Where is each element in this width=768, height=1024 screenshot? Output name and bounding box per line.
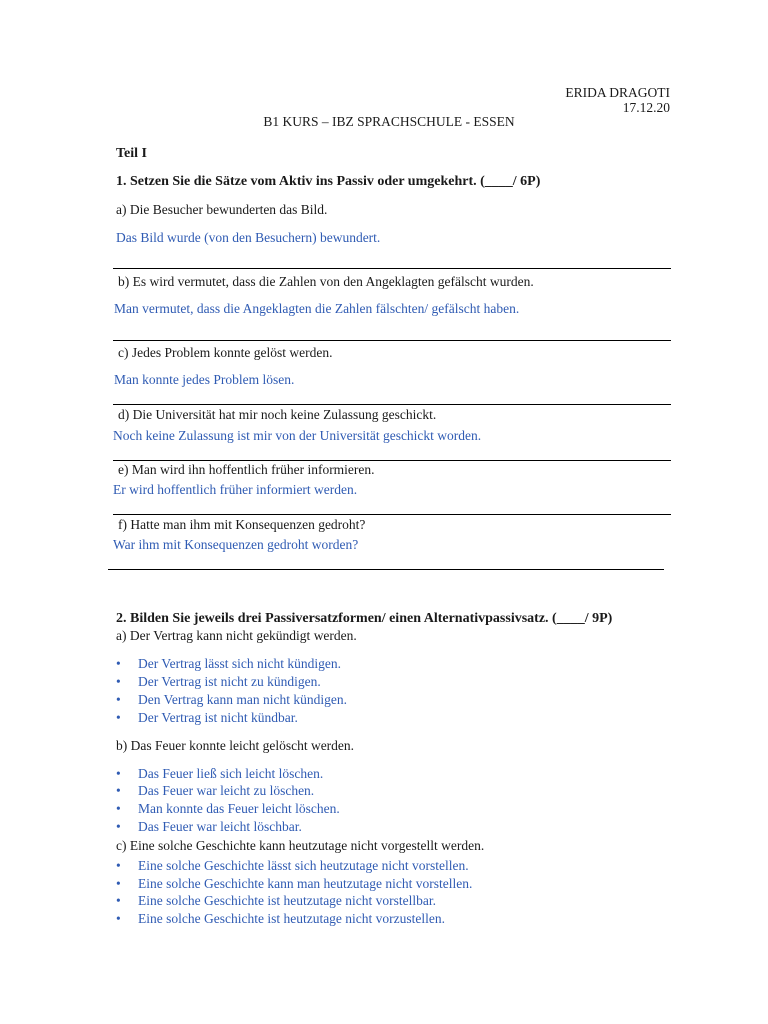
answer-2a-3: Den Vertrag kann man nicht kündigen. <box>138 692 347 707</box>
answer-2c-1: Eine solche Geschichte lässt sich heutzutage nicht vorstellen. <box>138 858 469 873</box>
question-e: e) Man wird ihn hoffentlich früher informieren. <box>118 462 375 477</box>
answer-b: Man vermutet, dass die Angeklagten die Zahlen fälschten/ gefälscht haben. <box>114 301 520 316</box>
question-2c: c) Eine solche Geschichte kann heutzutage nicht vorgestellt werden. <box>116 838 485 853</box>
answer-line <box>113 340 671 341</box>
bullet-icon: • <box>116 858 121 873</box>
question-c: c) Jedes Problem konnte gelöst werden. <box>118 345 333 360</box>
bullet-icon: • <box>116 710 121 725</box>
answer-2a-4: Der Vertrag ist nicht kündbar. <box>138 710 298 725</box>
answer-2b-3: Man konnte das Feuer leicht löschen. <box>138 801 340 816</box>
part1-heading: 1. Setzen Sie die Sätze vom Aktiv ins Passiv oder umgekehrt. (____/ 6P) <box>116 174 541 189</box>
answer-2c-3: Eine solche Geschichte ist heutzutage nicht vorstellbar. <box>138 893 437 908</box>
answer-2b-4: Das Feuer war leicht löschbar. <box>138 819 302 834</box>
course-title: B1 KURS – IBZ SPRACHSCHULE - ESSEN <box>263 114 515 129</box>
document-date: 17.12.20 <box>622 100 670 115</box>
answer-d: Noch keine Zulassung ist mir von der Universität geschickt worden. <box>113 428 482 443</box>
answer-2c-2: Eine solche Geschichte kann man heutzutage nicht vorstellen. <box>138 876 473 891</box>
bullet-icon: • <box>116 876 121 891</box>
part2-heading: 2. Bilden Sie jeweils drei Passiversatzformen/ einen Alternativpassivsatz. (____/ 9P) <box>116 611 613 626</box>
question-2b: b) Das Feuer konnte leicht gelöscht werden. <box>116 738 355 753</box>
answer-line <box>113 514 671 515</box>
answer-line <box>113 268 671 269</box>
bullet-icon: • <box>116 893 121 908</box>
question-a: a) Die Besucher bewunderten das Bild. <box>116 202 328 217</box>
bullet-icon: • <box>116 911 121 926</box>
bullet-icon: • <box>116 766 121 781</box>
author-name: ERIDA DRAGOTI <box>565 85 670 100</box>
answer-line <box>113 404 671 405</box>
part-title: Teil I <box>116 146 147 161</box>
answer-line <box>113 460 671 461</box>
answer-a: Das Bild wurde (von den Besuchern) bewundert. <box>116 230 381 245</box>
question-f: f) Hatte man ihm mit Konsequenzen gedroht? <box>118 517 366 532</box>
question-b: b) Es wird vermutet, dass die Zahlen von den Angeklagten gefälscht wurden. <box>118 274 534 289</box>
question-2a: a) Der Vertrag kann nicht gekündigt werden. <box>116 628 357 643</box>
answer-line <box>108 569 664 570</box>
answer-2a-1: Der Vertrag lässt sich nicht kündigen. <box>138 656 341 671</box>
answer-2a-2: Der Vertrag ist nicht zu kündigen. <box>138 674 321 689</box>
bullet-icon: • <box>116 692 121 707</box>
answer-c: Man konnte jedes Problem lösen. <box>114 372 295 387</box>
bullet-icon: • <box>116 783 121 798</box>
answer-2b-2: Das Feuer war leicht zu löschen. <box>138 783 315 798</box>
answer-e: Er wird hoffentlich früher informiert werden. <box>113 482 358 497</box>
bullet-icon: • <box>116 674 121 689</box>
bullet-icon: • <box>116 819 121 834</box>
answer-2c-4: Eine solche Geschichte ist heutzutage nicht vorzustellen. <box>138 911 446 926</box>
answer-f: War ihm mit Konsequenzen gedroht worden? <box>113 537 359 552</box>
bullet-icon: • <box>116 801 121 816</box>
answer-2b-1: Das Feuer ließ sich leicht löschen. <box>138 766 324 781</box>
bullet-icon: • <box>116 656 121 671</box>
question-d: d) Die Universität hat mir noch keine Zulassung geschickt. <box>118 407 437 422</box>
